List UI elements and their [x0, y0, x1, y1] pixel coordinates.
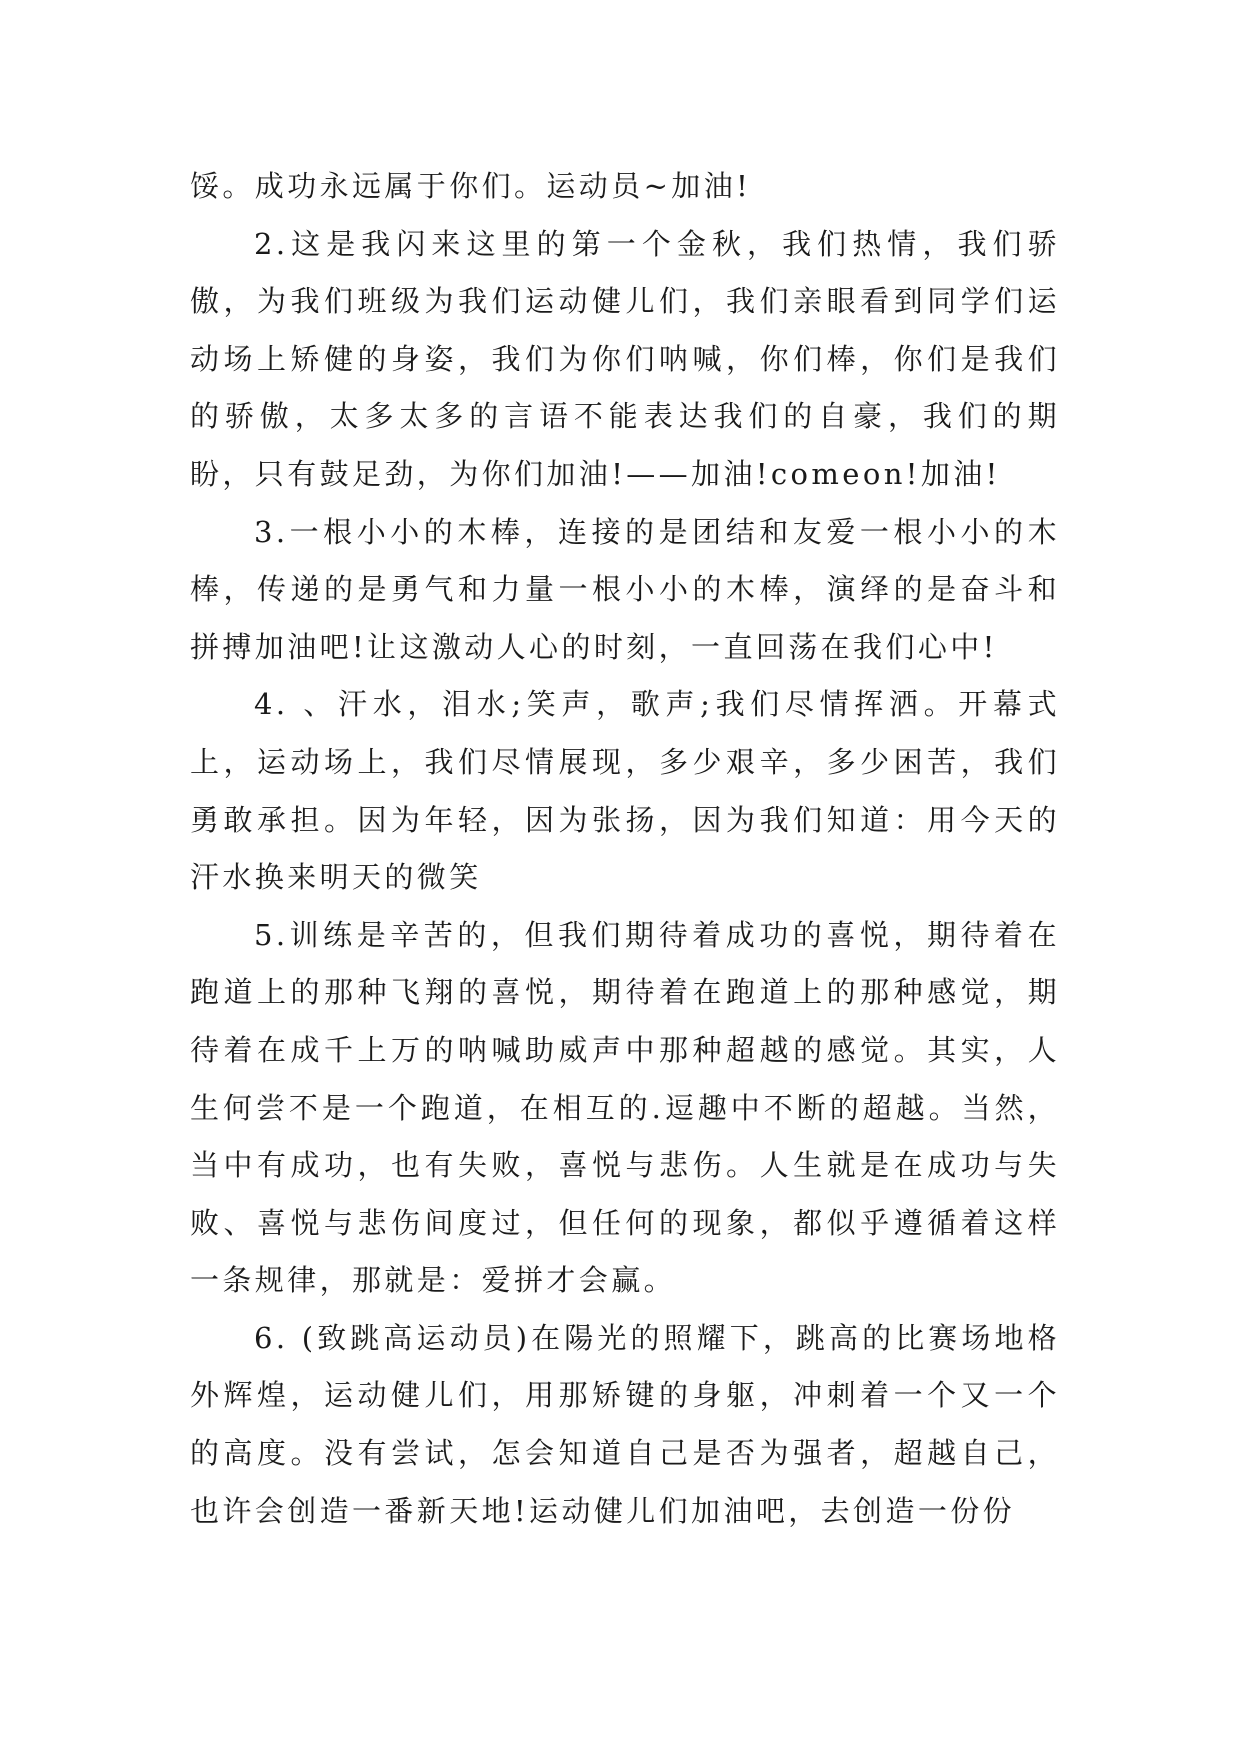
paragraph-6: 6. (致跳高运动员)在陽光的照耀下，跳高的比赛场地格外辉煌，运动健儿们，用那矫键的身躯，冲刺着一个又一个的高度。没有尝试，怎会知道自己是否为强者，超越自己，也许会创造一番新天地!运动健儿们加油吧，去创造一份份: [190, 1320, 1060, 1528]
paragraph-5: 5.训练是辛苦的，但我们期待着成功的喜悦，期待着在跑道上的那种飞翔的喜悦，期待着在跑道上的那种感觉，期待着在成千上万的呐喊助威声中那种超越的感觉。其实，人生何尝不是一个跑道，在相互的.逗趣中不断的超越。当然，当中有成功，也有失败，喜悦与悲伤。人生就是在成功与失败、喜悦与悲伤间度过，但任何的现象，都似乎遵循着这样一条规律，那就是：爱拼才会赢。: [190, 917, 1060, 1298]
paragraph-3: 3.一根小小的木棒，连接的是团结和友爱一根小小的木棒，传递的是勇气和力量一根小小的木棒，演绎的是奋斗和拼搏加油吧!让这激动人心的时刻，一直回荡在我们心中!: [190, 514, 1060, 664]
paragraph-4: 4. 、汗水，泪水;笑声，歌声;我们尽情挥洒。开幕式上，运动场上，我们尽情展现，多少艰辛，多少困苦，我们勇敢承担。因为年轻，因为张扬，因为我们知道：用今天的汗水换来明天的微笑: [190, 687, 1060, 895]
paragraph-continuation: 馁。成功永远属于你们。运动员~加油!: [190, 169, 752, 203]
document-body: [190, 158, 1060, 1540]
paragraph-2: 2.这是我闪来这里的第一个金秋，我们热情，我们骄傲，为我们班级为我们运动健儿们，我们亲眼看到同学们运动场上矫健的身姿，我们为你们呐喊，你们棒，你们是我们的骄傲，太多太多的言语不能表达我们的自豪，我们的期盼，只有鼓足劲，为你们加油!——加油!comeon!加油!: [190, 226, 1060, 491]
